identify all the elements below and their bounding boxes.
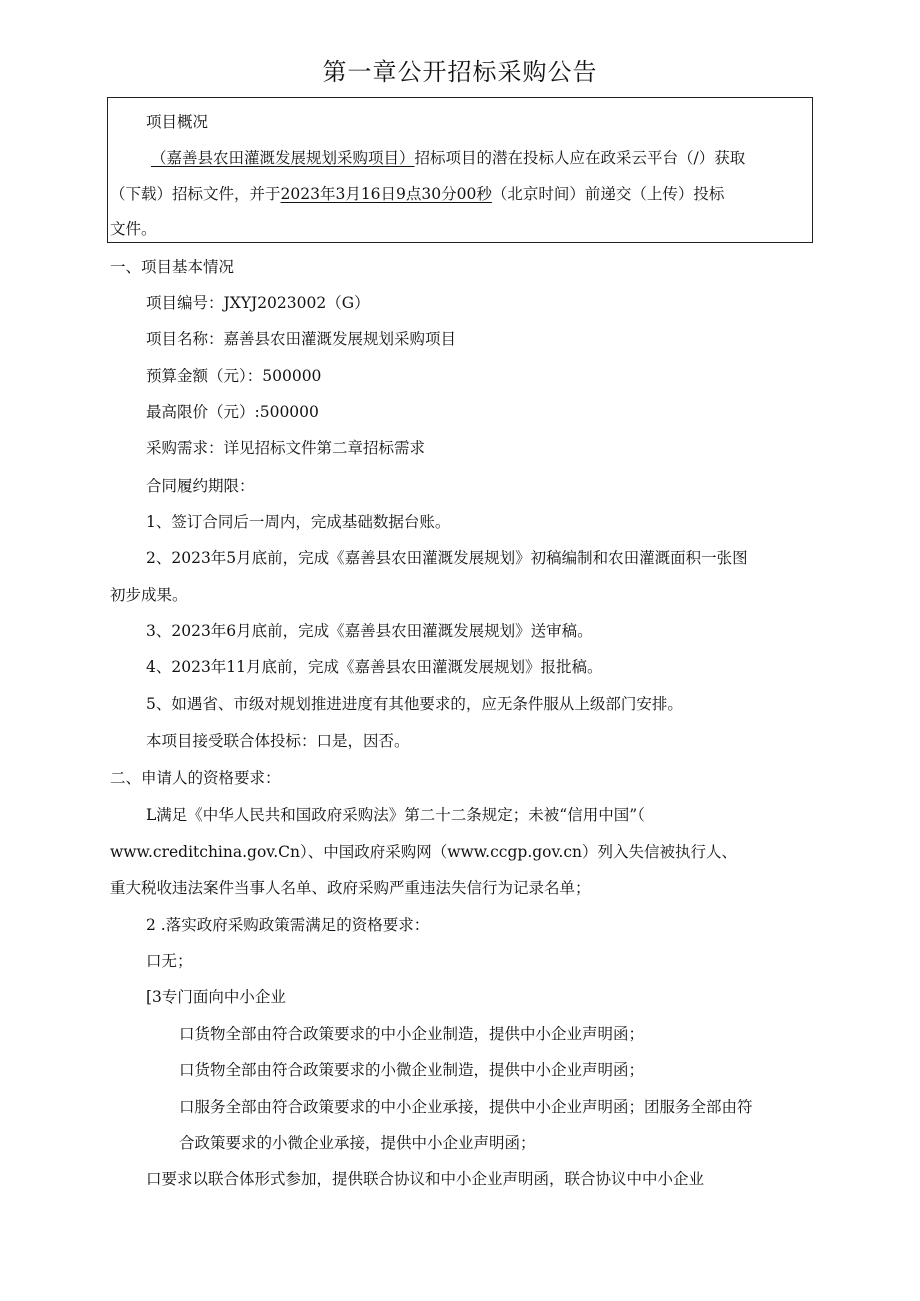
contract-period-label: 合同履约期限： (146, 477, 255, 495)
period-item-4: 4、2023年11月底前，完成《嘉善县农田灌溉发展规划》报批稿。 (146, 658, 603, 676)
requirement-1-cont-a: www.creditchina.gov.Cn）、中国政府采购网（www.ccgp.gov.cn）列入失信被执行人、 (110, 843, 738, 861)
requirement-1: L满足《中华人民共和国政府采购法》第二十二条规定；未被“信用中国”（ (146, 806, 645, 824)
overview-line-1 (151, 148, 745, 168)
overview-line-2-a: （下载）招标文件，并于 (110, 185, 281, 203)
overview-line-3: 文件。 (110, 220, 157, 238)
period-item-3: 3、2023年6月底前，完成《嘉善县农田灌溉发展规划》送审稿。 (146, 622, 593, 640)
section1-heading: 一、项目基本情况 (110, 258, 235, 276)
max-price: 最高限价（元）:500000 (146, 403, 319, 421)
overview-line-2 (110, 184, 724, 204)
procurement-requirement: 采购需求：详见招标文件第二章招标需求 (146, 439, 426, 457)
overview-box (107, 97, 813, 243)
option-none: 口无； (146, 952, 193, 970)
consortium-note: 本项目接受联合体投标：口是，因否。 (146, 732, 410, 750)
overview-heading: 项目概况 (146, 113, 209, 131)
period-item-5: 5、如遇省、市级对规划推进进度有其他要求的，应无条件服从上级部门安排。 (146, 695, 683, 713)
project-name: 项目名称：嘉善县农田灌溉发展规划采购项目 (146, 330, 457, 348)
option-services: 口服务全部由符合政策要求的中小企业承接，提供中小企业声明函；团服务全部由符 (179, 1098, 753, 1116)
budget-amount: 预算金额（元）：500000 (146, 367, 322, 385)
requirement-1-cont-b: 重大税收违法案件当事人名单、政府采购严重违法失信行为记录名单； (110, 879, 591, 897)
period-item-1: 1、签订合同后一周内，完成基础数据台账。 (146, 513, 451, 531)
deadline-underlined: 2023年3月16日9点30分00秒 (280, 185, 492, 203)
overview-line-2-b: （北京时间）前递交（上传）投标 (491, 185, 725, 203)
option-goods-sme: 口货物全部由符合政策要求的中小企业制造，提供中小企业声明函； (179, 1025, 645, 1043)
option-services-cont: 合政策要求的小微企业承接，提供中小企业声明函； (179, 1134, 536, 1152)
page-title: 第一章公开招标采购公告 (322, 58, 598, 86)
section2-heading: 二、申请人的资格要求： (110, 769, 281, 787)
overview-line-1-rest: 招标项目的潜在投标人应在政采云平台（/）获取 (414, 149, 746, 167)
period-item-2-cont: 初步成果。 (110, 586, 188, 604)
option-consortium: 口要求以联合体形式参加，提供联合协议和中小企业声明函，联合协议中中小企业 (146, 1170, 705, 1188)
option-goods-micro: 口货物全部由符合政策要求的小微企业制造，提供中小企业声明函； (179, 1061, 645, 1079)
project-number: 项目编号：JXYJ2023002（G） (146, 294, 370, 312)
project-name-underlined: （嘉善县农田灌溉发展规划采购项目） (151, 149, 415, 167)
option-sme: [3专门面向中小企业 (146, 988, 286, 1006)
requirement-2: 2 .落实政府采购政策需满足的资格要求： (146, 916, 430, 934)
period-item-2: 2、2023年5月底前，完成《嘉善县农田灌溉发展规划》初稿编制和农田灌溉面积一张图 (146, 549, 748, 567)
